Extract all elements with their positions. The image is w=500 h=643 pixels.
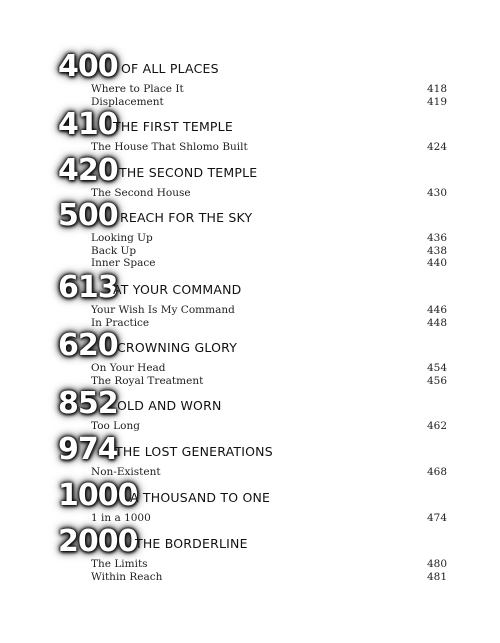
toc-section — [0, 107, 500, 153]
toc-entry[interactable] — [91, 232, 447, 245]
entry-title: 1 in a 1000 — [91, 512, 151, 524]
entry-title: Back Up — [91, 244, 137, 257]
toc-entry[interactable] — [91, 83, 447, 96]
section-heading — [0, 154, 500, 188]
section-title: THE BORDERLINE — [135, 536, 248, 551]
section-heading — [0, 108, 500, 142]
toc-entry[interactable] — [91, 187, 447, 200]
section-title: OLD AND WORN — [117, 398, 222, 413]
section-number: 1000 — [58, 478, 138, 513]
section-heading — [0, 199, 500, 233]
section-title: OF ALL PLACES — [121, 61, 219, 76]
section-number: 500 — [58, 198, 118, 233]
section-number: 613 — [58, 270, 118, 305]
section-number: 2000 — [58, 524, 138, 559]
entry-title: Within Reach — [91, 570, 163, 583]
toc-entry[interactable] — [91, 257, 447, 270]
section-number: 852 — [58, 386, 118, 421]
toc-entry[interactable] — [91, 375, 447, 388]
toc-entry[interactable] — [91, 558, 447, 571]
entry-page-number: 454 — [426, 362, 447, 374]
entry-list — [91, 362, 447, 387]
entry-title: Displacement — [91, 95, 164, 108]
toc-entry[interactable] — [91, 512, 447, 525]
entry-page-number: 436 — [426, 232, 447, 244]
toc-section — [0, 49, 500, 108]
section-number: 974 — [58, 432, 118, 467]
entry-title: The Limits — [91, 558, 148, 570]
entry-list — [91, 141, 447, 154]
entry-page-number: 440 — [426, 257, 447, 270]
section-number: 620 — [58, 328, 118, 363]
entry-page-number: 424 — [426, 141, 447, 153]
toc-entry[interactable] — [91, 96, 447, 109]
section-number: 400 — [58, 49, 118, 84]
entry-list — [91, 187, 447, 200]
entry-page-number: 430 — [426, 187, 447, 199]
section-heading — [0, 433, 500, 467]
entry-page-number: 462 — [426, 420, 447, 432]
entry-title: The House That Shlomo Built — [91, 141, 248, 153]
entry-list — [91, 420, 447, 433]
section-title: CROWNING GLORY — [117, 340, 238, 355]
entry-page-number: 468 — [426, 466, 447, 478]
entry-list — [91, 466, 447, 479]
entry-page-number: 480 — [426, 558, 447, 570]
toc-entry[interactable] — [91, 141, 447, 154]
toc-section — [0, 270, 500, 329]
entry-title: The Second House — [91, 187, 191, 199]
entry-title: In Practice — [91, 316, 150, 329]
section-title: REACH FOR THE SKY — [120, 210, 253, 225]
section-heading — [0, 50, 500, 84]
toc-entry[interactable] — [91, 571, 447, 584]
toc-entry[interactable] — [91, 362, 447, 375]
section-heading — [0, 479, 500, 513]
section-number: 420 — [58, 153, 118, 188]
section-heading — [0, 271, 500, 305]
toc-section — [0, 328, 500, 387]
entry-title: The Royal Treatment — [91, 374, 204, 387]
toc-entry[interactable] — [91, 304, 447, 317]
toc-section — [0, 386, 500, 432]
toc-section — [0, 153, 500, 199]
entry-page-number: 418 — [426, 83, 447, 95]
entry-page-number: 474 — [426, 512, 447, 524]
section-heading — [0, 387, 500, 421]
entry-title: Non-Existent — [91, 466, 161, 478]
section-number: 410 — [58, 107, 118, 142]
entry-title: Inner Space — [91, 257, 156, 270]
entry-title: On Your Head — [91, 362, 166, 374]
entry-page-number: 419 — [426, 95, 447, 108]
entry-page-number: 448 — [426, 316, 447, 329]
entry-list — [91, 558, 447, 583]
toc-section — [0, 478, 500, 524]
entry-page-number: 438 — [426, 244, 447, 257]
entry-page-number: 481 — [426, 570, 447, 583]
toc-entry[interactable] — [91, 420, 447, 433]
section-heading — [0, 525, 500, 559]
entry-list — [91, 304, 447, 329]
section-title: AT YOUR COMMAND — [113, 282, 242, 297]
entry-title: Your Wish Is My Command — [91, 304, 235, 316]
toc-section — [0, 198, 500, 270]
section-title: A THOUSAND TO ONE — [130, 490, 271, 505]
toc-entry[interactable] — [91, 317, 447, 330]
entry-title: Looking Up — [91, 232, 153, 244]
section-heading — [0, 329, 500, 363]
section-title: THE FIRST TEMPLE — [113, 119, 233, 134]
section-title: THE LOST GENERATIONS — [115, 444, 273, 459]
entry-list — [91, 512, 447, 525]
section-title: THE SECOND TEMPLE — [119, 165, 258, 180]
entry-list — [91, 83, 447, 108]
toc-entry[interactable] — [91, 466, 447, 479]
entry-page-number: 446 — [426, 304, 447, 316]
toc-section — [0, 524, 500, 583]
toc-section — [0, 432, 500, 478]
entry-list — [91, 232, 447, 270]
entry-title: Where to Place It — [91, 83, 184, 95]
toc-entry[interactable] — [91, 245, 447, 258]
entry-title: Too Long — [91, 420, 140, 432]
entry-page-number: 456 — [426, 374, 447, 387]
